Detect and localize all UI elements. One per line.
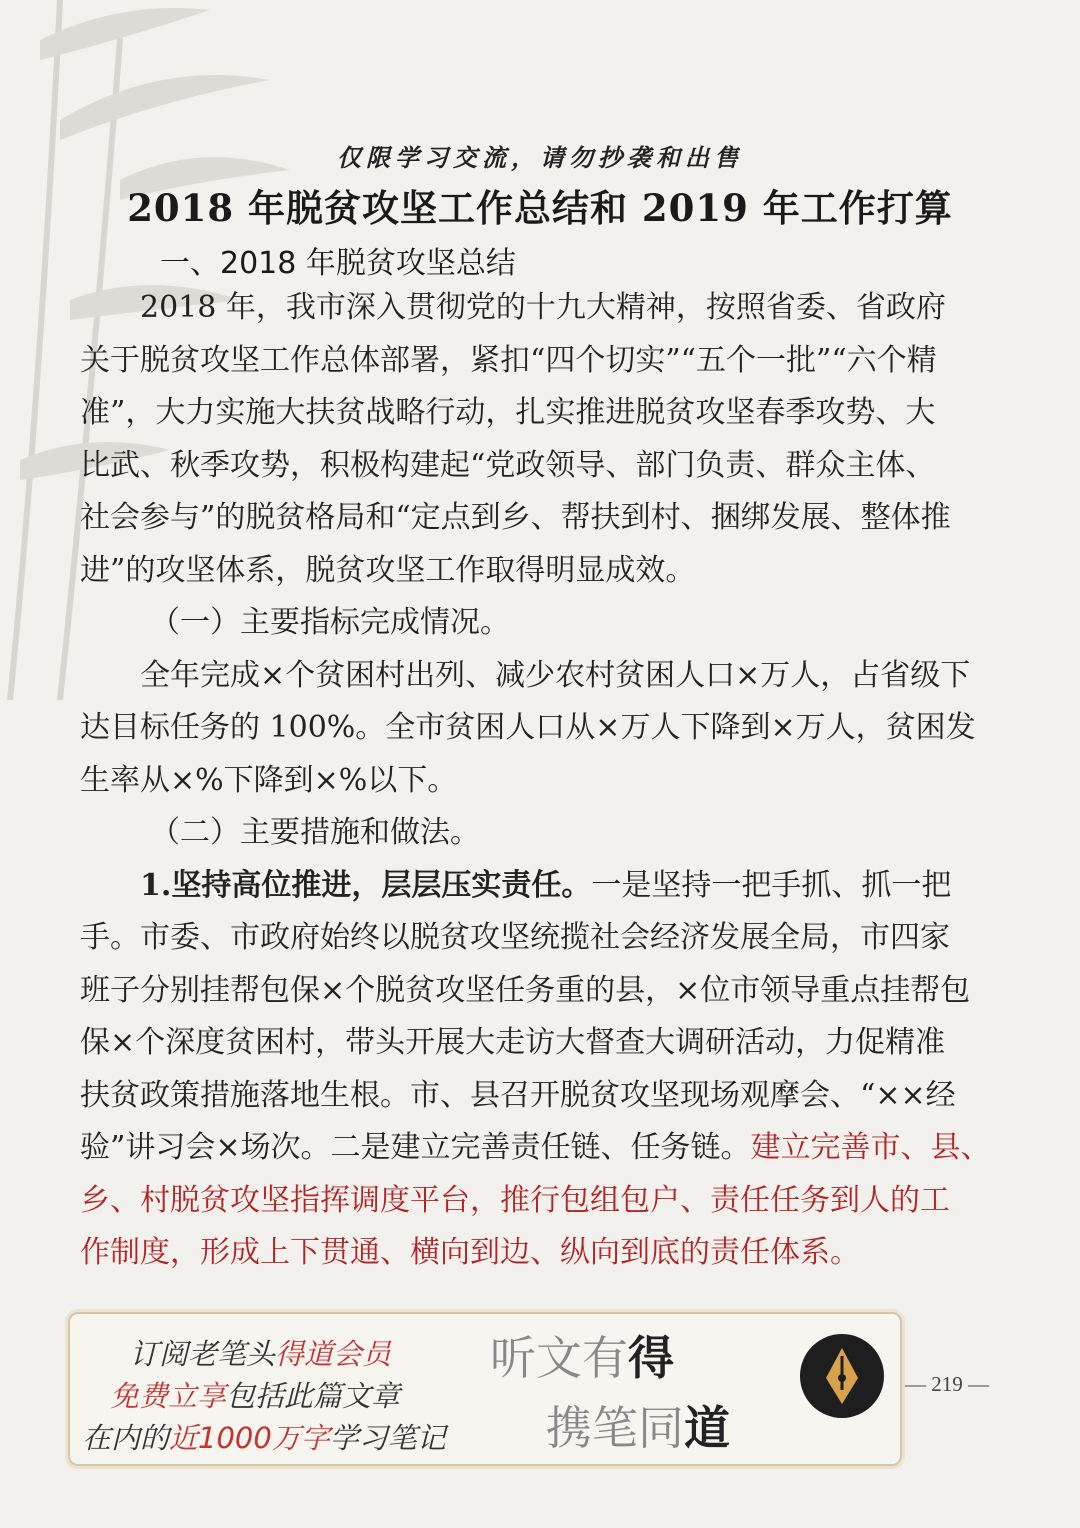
text-line: 保×个深度贫困村，带头开展大走访大督查大调研活动，力促精准 <box>80 1025 946 1060</box>
promo-line-1: 订阅老笔头得道会员 <box>130 1337 392 1371</box>
page-number: — 219 — <box>905 1372 989 1396</box>
text-line: 全年完成×个贫困村出列、减少农村贫困人口×万人，占省级下 <box>140 657 971 693</box>
paragraph-overview <box>80 282 1004 1280</box>
highlight-text: 作制度，形成上下贯通、横向到边、纵向到底的责任体系。 <box>80 1235 860 1270</box>
usage-notice: 仅限学习交流，请勿抄袭和出售 <box>337 143 743 172</box>
highlight-text: 乡、村脱贫攻坚指挥调度平台，推行包组包户、责任任务到人的工 <box>80 1182 950 1218</box>
text-line: 生率从×%下降到×%以下。 <box>80 762 458 798</box>
pen-nib-logo-icon <box>800 1334 884 1418</box>
text-line: 一是坚持一把手抓、抓一把 <box>591 867 952 903</box>
text-line: 验”讲习会×场次。二是建立完善责任链、任务链。 <box>80 1130 751 1165</box>
subheading-measures: （二）主要措施和做法。 <box>150 815 480 850</box>
measure-heading-1: 1.坚持高位推进，层层压实责任。 <box>140 867 592 903</box>
text-line: 比武、秋季攻势，积极构建起“党政领导、部门负责、群众主体、 <box>80 447 936 483</box>
text-line: 扶贫政策措施落地生根。市、县召开脱贫攻坚现场观摩会、“××经 <box>80 1077 956 1113</box>
text-line: 关于脱贫攻坚工作总体部署，紧扣“四个切实”“五个一批”“六个精 <box>80 342 937 378</box>
promo-line-2: 免费立享包括此篇文章 <box>110 1379 401 1413</box>
page-title: 2018 年脱贫攻坚工作总结和 2019 年工作打算 <box>127 186 953 230</box>
subheading-indicators: （一）主要指标完成情况。 <box>150 605 510 640</box>
promo-banner[interactable] <box>68 1312 902 1466</box>
text-line: 进”的攻坚体系，脱贫攻坚工作取得明显成效。 <box>80 552 696 588</box>
text-line: 社会参与”的脱贫格局和“定点到乡、帮扶到村、捆绑发展、整体推 <box>80 500 951 535</box>
promo-slogan-1: 听文有得 <box>490 1331 674 1385</box>
section-heading: 一、2018 年脱贫攻坚总结 <box>160 246 516 281</box>
promo-slogan-2: 携笔同道 <box>546 1401 730 1455</box>
text-line: 手。市委、市政府始终以脱贫攻坚统揽社会经济发展全局，市四家 <box>80 920 950 955</box>
text-line: 2018 年，我市深入贯彻党的十九大精神，按照省委、省政府 <box>140 290 946 325</box>
text-line: 准”，大力实施大扶贫战略行动，扎实推进脱贫攻坚春季攻势、大 <box>80 395 936 430</box>
text-line: 班子分别挂帮包保×个脱贫攻坚任务重的县，×位市领导重点挂帮包 <box>80 972 971 1008</box>
highlight-text: 建立完善市、县、 <box>750 1130 991 1165</box>
promo-line-3: 在内的近1000万字学习笔记 <box>82 1421 446 1455</box>
text-line: 达目标任务的 100%。全市贫困人口从×万人下降到×万人，贫困发 <box>80 710 976 745</box>
